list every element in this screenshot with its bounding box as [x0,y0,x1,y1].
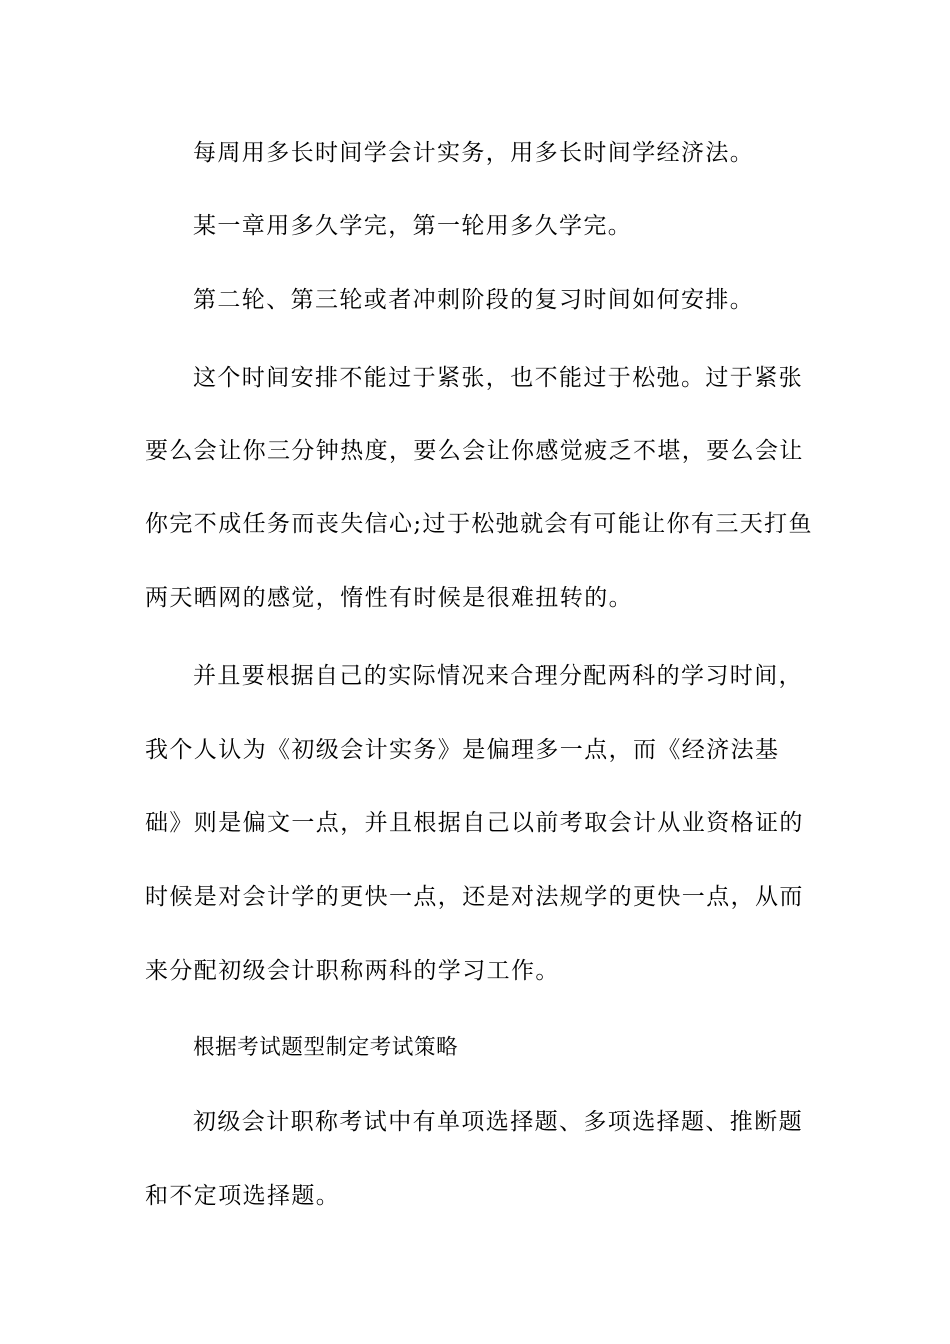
paragraph-line: 要么会让你三分钟热度，要么会让你感觉疲乏不堪，要么会让 [145,438,804,464]
paragraph-line: 每周用多长时间学会计实务，用多长时间学经济法。 [193,140,755,166]
paragraph-line: 来分配初级会计职称两科的学习工作。 [145,958,560,984]
paragraph-line: 时候是对会计学的更快一点，还是对法规学的更快一点，从而 [145,884,804,910]
paragraph-line: 第二轮、第三轮或者冲刺阶段的复习时间如何安排。 [193,287,755,313]
paragraph-line: 初级会计职称考试中有单项选择题、多项选择题、推断题 [193,1109,803,1135]
section-heading: 根据考试题型制定考试策略 [193,1035,459,1060]
paragraph-line: 我个人认为《初级会计实务》是偏理多一点，而《经济法基 [145,737,780,763]
paragraph-line: 你完不成任务而丧失信心;过于松弛就会有可能让你有三天打鱼 [145,511,813,537]
paragraph-line: 两天晒网的感觉，惰性有时候是很难扭转的。 [145,585,633,611]
paragraph-line: 础》则是偏文一点，并且根据自己以前考取会计从业资格证的 [145,810,804,836]
paragraph-line: 这个时间安排不能过于紧张，也不能过于松弛。过于紧张 [193,365,803,391]
paragraph-line: 并且要根据自己的实际情况来合理分配两科的学习时间， [193,663,803,689]
paragraph-line: 某一章用多久学完，第一轮用多久学完。 [193,213,633,239]
paragraph-line: 和不定项选择题。 [145,1183,341,1209]
